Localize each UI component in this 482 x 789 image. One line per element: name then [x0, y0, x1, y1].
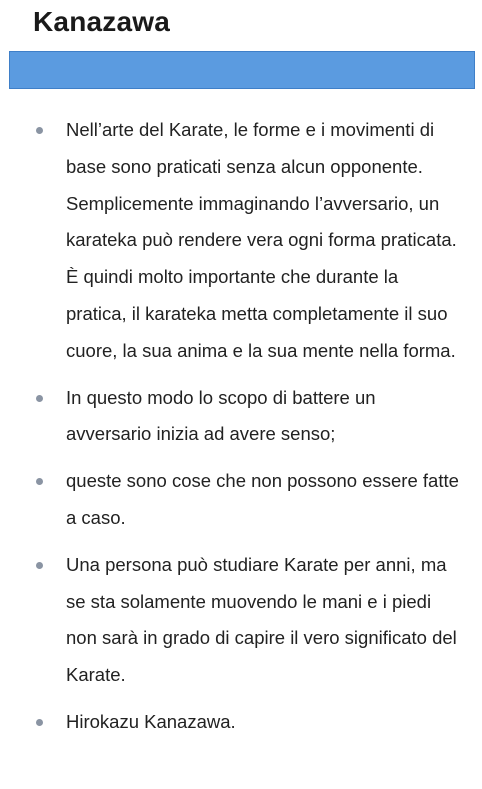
- bullet-list: [0, 112, 482, 751]
- page-title: Kanazawa: [33, 6, 170, 37]
- bullet-item: [0, 380, 482, 454]
- bullet-item: [0, 547, 482, 694]
- bullet-dot-icon: [36, 127, 43, 134]
- bullet-text: queste sono cose che non possono essere fatte a caso.: [66, 470, 459, 528]
- bullet-item: [0, 704, 482, 741]
- bullet-item: [0, 463, 482, 537]
- bullet-dot-icon: [36, 395, 43, 402]
- bullet-item: [0, 112, 482, 370]
- bullet-text: Hirokazu Kanazawa.: [66, 710, 236, 732]
- bullet-dot-icon: [36, 562, 43, 569]
- bullet-dot-icon: [36, 478, 43, 485]
- bullet-text: Una persona può studiare Karate per anni, ma se sta solamente muovendo le mani e i piedi non sarà in grado di capire il vero significato del Karate.: [66, 553, 457, 686]
- bullet-text: In questo modo lo scopo di battere un avversario inizia ad avere senso;: [66, 386, 376, 445]
- title-bar: [9, 51, 475, 89]
- bullet-dot-icon: [36, 719, 43, 726]
- bullet-text: Nell’arte del Karate, le forme e i movimenti di base sono praticati senza alcun opponente. Semplicemente immaginando l’avversario, un karateka può rendere vera ogni forma praticata. È quindi molto importante che durante la pratica, il karateka metta completamente il suo cuore, la sua anima e la sua mente nella forma.: [66, 119, 457, 361]
